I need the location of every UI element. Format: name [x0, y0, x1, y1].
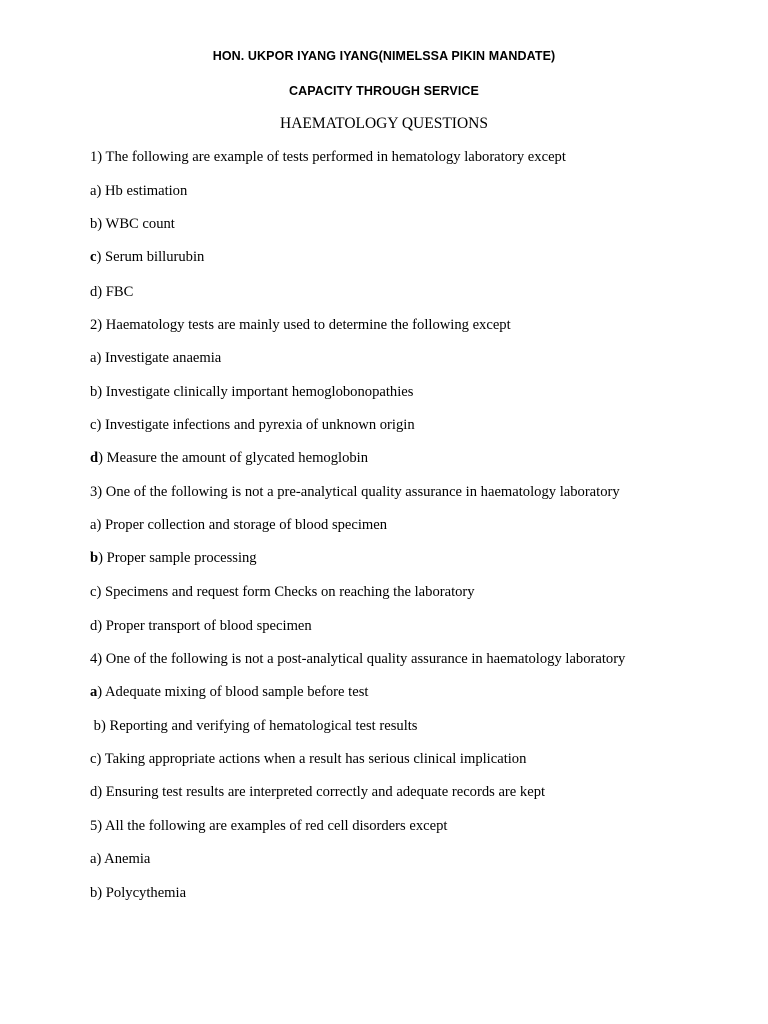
question-4-option-b — [90, 717, 417, 735]
option-text: ) Investigate clinically important hemoglobonopathies — [97, 384, 414, 400]
option-text: ) Taking appropriate actions when a result has serious clinical implication — [96, 751, 527, 767]
option-text: ) WBC count — [97, 216, 175, 232]
question-1-option-b — [90, 215, 175, 233]
option-letter: d — [90, 284, 98, 300]
question-4-option-c — [90, 750, 526, 768]
option-letter: d — [90, 784, 98, 800]
header-motto-line: CAPACITY THROUGH SERVICE — [289, 84, 479, 98]
question-5-option-a — [90, 850, 150, 868]
option-text: ) Serum billurubin — [96, 249, 205, 265]
option-letter: b — [90, 384, 98, 400]
option-letter: c — [90, 751, 97, 767]
question-2-option-b — [90, 383, 413, 401]
question-3-option-a — [90, 516, 387, 534]
question-4-option-d — [90, 783, 545, 801]
option-text: ) FBC — [97, 284, 134, 300]
question-4-stem: 4) One of the following is not a post-analytical quality assurance in haematology laboratory — [90, 651, 626, 667]
option-letter-answer: b — [90, 550, 99, 566]
option-text: ) Proper collection and storage of blood specimen — [96, 517, 388, 533]
option-text: ) Investigate anaemia — [96, 350, 222, 366]
document-title: HAEMATOLOGY QUESTIONS — [280, 115, 488, 132]
question-1-option-c — [90, 248, 204, 266]
question-3-stem: 3) One of the following is not a pre-analytical quality assurance in haematology laboratory — [90, 484, 620, 500]
option-letter: c — [90, 417, 97, 433]
question-5-option-b — [90, 884, 186, 902]
option-letter: c — [90, 584, 97, 600]
question-5-stem: 5) All the following are examples of red cell disorders except — [90, 818, 448, 834]
question-2-stem: 2) Haematology tests are mainly used to determine the following except — [90, 317, 511, 333]
option-letter: b — [90, 216, 98, 232]
option-text: ) Investigate infections and pyrexia of unknown origin — [96, 417, 415, 433]
question-2-option-a — [90, 349, 221, 367]
question-1-stem: 1) The following are example of tests performed in hematology laboratory except — [90, 149, 566, 165]
option-text: ) Polycythemia — [97, 885, 187, 901]
option-letter: a — [90, 350, 97, 366]
question-2-option-d — [90, 449, 368, 467]
option-letter-answer: a — [90, 684, 98, 700]
option-text: ) Proper sample processing — [98, 550, 257, 566]
header-name-line: HON. UKPOR IYANG IYANG(NIMELSSA PIKIN MANDATE) — [212, 49, 556, 63]
option-text: ) Anemia — [96, 851, 151, 867]
option-letter: b — [90, 885, 98, 901]
question-1-option-d — [90, 283, 133, 301]
option-text: ) Measure the amount of glycated hemoglobin — [98, 450, 369, 466]
option-letter: d — [90, 618, 98, 634]
option-letter: a — [90, 851, 97, 867]
question-3-option-b — [90, 549, 257, 567]
option-letter: b — [90, 718, 101, 734]
option-text: ) Specimens and request form Checks on reaching the laboratory — [96, 584, 475, 600]
question-4-option-a — [90, 683, 368, 701]
option-text: ) Ensuring test results are interpreted correctly and adequate records are kept — [97, 784, 546, 800]
option-letter-answer: d — [90, 450, 99, 466]
question-2-option-c — [90, 416, 415, 434]
option-text: ) Hb estimation — [96, 183, 188, 199]
option-letter-answer: c — [90, 249, 97, 265]
option-text: ) Adequate mixing of blood sample before test — [97, 684, 369, 700]
option-text: ) Reporting and verifying of hematological test results — [100, 718, 418, 734]
option-letter: a — [90, 517, 97, 533]
question-3-option-d — [90, 617, 312, 635]
question-1-option-a — [90, 182, 187, 200]
option-letter: a — [90, 183, 97, 199]
option-text: ) Proper transport of blood specimen — [97, 618, 312, 634]
question-3-option-c — [90, 583, 475, 601]
